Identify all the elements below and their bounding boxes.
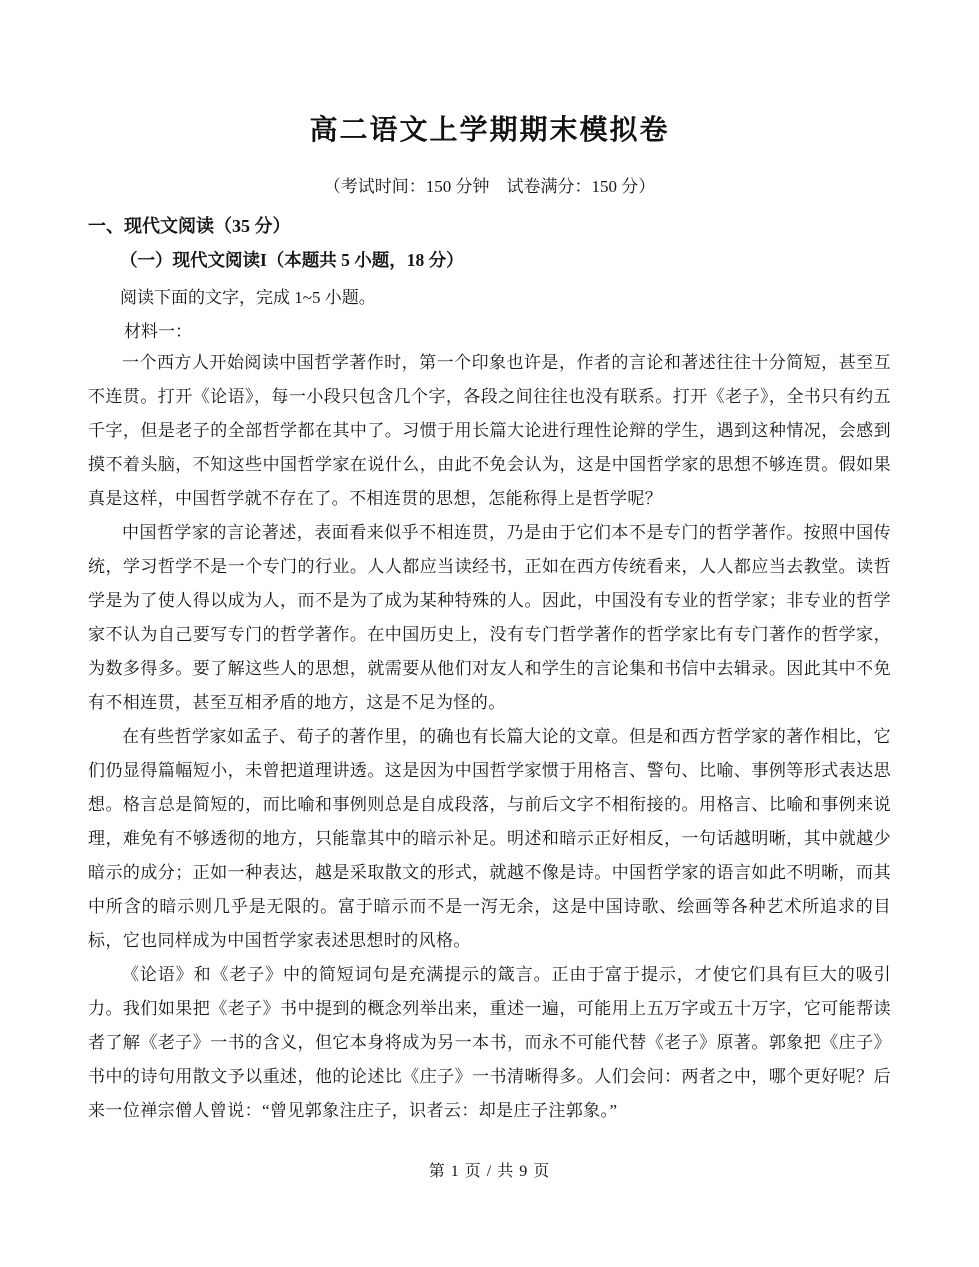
paragraph: 中国哲学家的言论著述，表面看来似乎不相连贯，乃是由于它们本不是专门的哲学著作。按照中国传统，学习哲学不是一个专门的行业。人人都应当读经书，正如在西方传统看来，人人都应当去教堂。读哲学是为了使人得以成为人，而不是为了成为某种特殊的人。因此，中国没有专业的哲学家；非专业的哲学家不认为自己要写专门的哲学著作。在中国历史上，没有专门哲学著作的哲学家比有专门著作的哲学家，为数多得多。要了解这些人的思想，就需要从他们对友人和学生的言论集和书信中去辑录。因此其中不免有不相连贯，甚至互相矛盾的地方，这是不足为怪的。 — [88, 523, 891, 712]
page-footer: 第 1 页 / 共 9 页 — [428, 1163, 551, 1180]
paragraph: 一个西方人开始阅读中国哲学著作时，第一个印象也许是，作者的言论和著述往往十分简短，甚至互不连贯。打开《论语》，每一小段只包含几个字，各段之间往往也没有联系。打开《老子》，全书只有约五千字，但是老子的全部哲学都在其中了。习惯于用长篇大论进行理性论辩的学生，遇到这种情况，会感到摸不着头脑，不知这些中国哲学家在说什么，由此不免会认为，这是中国哲学家的思想不够连贯。假如果真是这样，中国哲学就不存在了。不相连贯的思想，怎能称得上是哲学呢？ — [88, 353, 891, 508]
paragraph: 在有些哲学家如孟子、荀子的著作里，的确也有长篇大论的文章。但是和西方哲学家的著作相比，它们仍显得篇幅短小，未曾把道理讲透。这是因为中国哲学家惯于用格言、警句、比喻、事例等形式表达思想。格言总是简短的，而比喻和事例则总是自成段落，与前后文字不相衔接的。用格言、比喻和事例来说理，难免有不够透彻的地方，只能靠其中的暗示补足。明述和暗示正好相反，一句话越明晰，其中就越少暗示的成分；正如一种表达，越是采取散文的形式，就越不像是诗。中国哲学家的语言如此不明晰，而其中所含的暗示则几乎是无限的。富于暗示而不是一泻无余，这是中国诗歌、绘画等各种艺术所追求的目标，它也同样成为中国哲学家表述思想时的风格。 — [88, 727, 891, 950]
reading-passage — [88, 346, 891, 1128]
subsection-heading-reading-one: （一）现代文阅读I（本题共 5 小题，18 分） — [120, 250, 464, 270]
page-title: 高二语文上学期期末模拟卷 — [309, 114, 670, 145]
reading-instruction: 阅读下面的文字，完成 1~5 小题。 — [120, 288, 376, 307]
paragraph: 《论语》和《老子》中的简短词句是充满提示的箴言。正由于富于提示，才使它们具有巨大的吸引力。我们如果把《老子》书中提到的概念列举出来，重述一遍，可能用上五万字或五十万字，它可能帮读者了解《老子》一书的含义，但它本身将成为另一本书，而永不可能代替《老子》原著。郭象把《庄子》书中的诗句用散文予以重述，他的论述比《庄子》一书清晰得多。人们会问：两者之中，哪个更好呢？后来一位禅宗僧人曾说：“曾见郭象注庄子，识者云：却是庄子注郭象。” — [88, 965, 891, 1120]
exam-info-line: （考试时间：150 分钟 试卷满分：150 分） — [323, 177, 656, 196]
material-one-label: 材料一： — [124, 322, 192, 341]
section-heading-modern-reading: 一、现代文阅读（35 分） — [88, 216, 291, 236]
